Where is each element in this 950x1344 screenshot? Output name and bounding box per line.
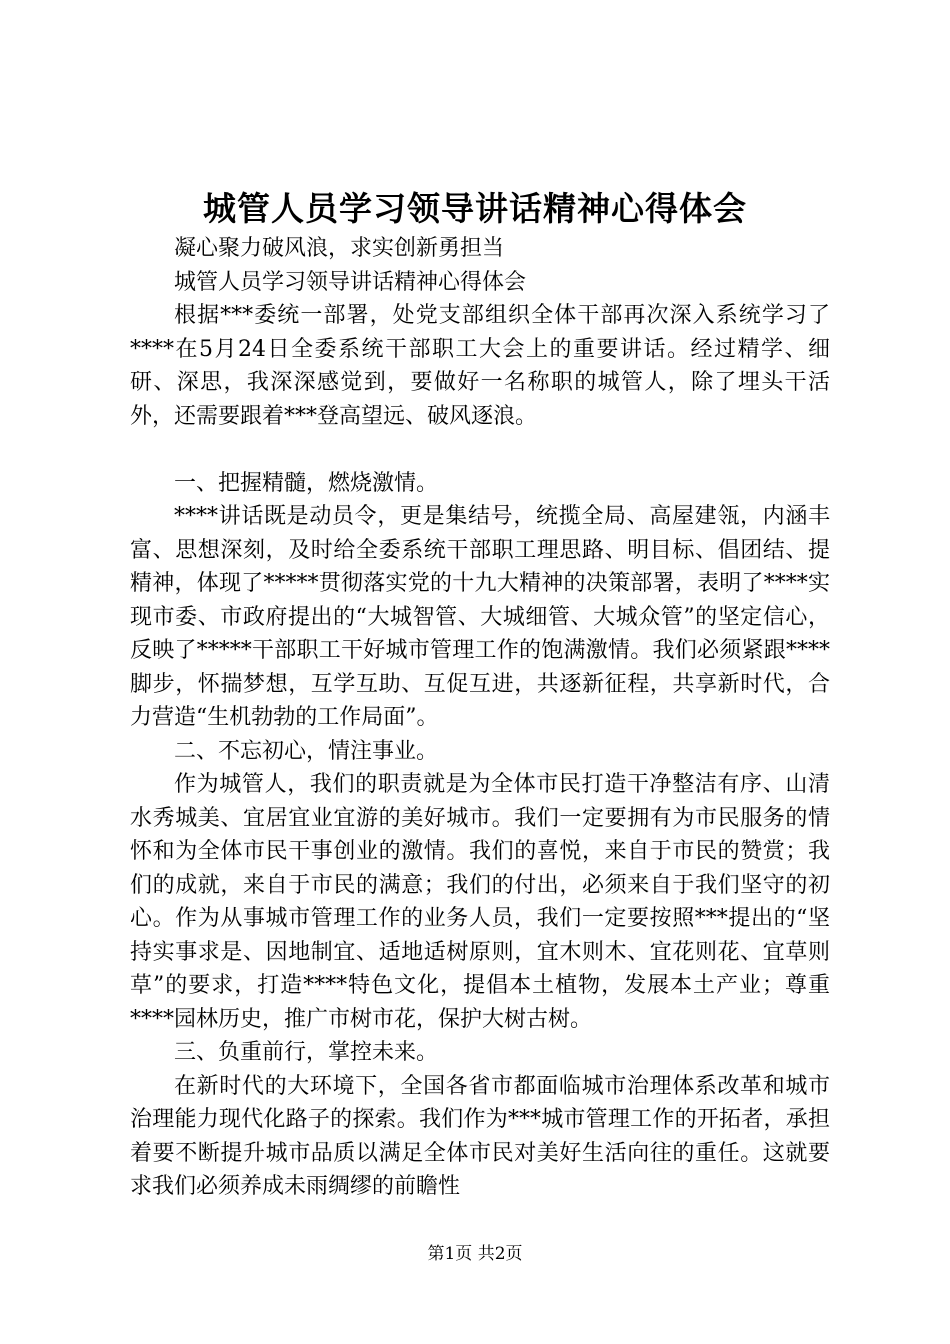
section-heading-3: 三、负重前行，掌控未来。 [174,1040,439,1065]
intro-paragraph: 根据***委统一部署，处党支部组织全体干部再次深入系统学习了****在5月24日全委系统干部职工大会上的重要讲话。经过精学、细研、深思，我深深感觉到，要做好一名称职的城管人，除了埋头干活外，还需要跟着***登高望远、破风逐浪。 [130,303,830,429]
heading-paragraph: 城管人员学习领导讲话精神心得体会 [174,269,527,295]
section-heading-1: 一、把握精髓，燃烧激情。 [174,470,439,496]
page-footer: 第1页 共2页 [427,1244,523,1264]
subtitle-paragraph: 凝心聚力破风浪，求实创新勇担当 [174,236,505,261]
section-heading-2: 二、不忘初心，情注事业。 [174,738,439,764]
section-paragraph-1: ****讲话既是动员令，更是集结号，统揽全局、高屋建瓴，内涵丰富、思想深刻，及时给全委系统干部职工理思路、明目标、倡团结、提精神，体现了*****贯彻落实党的十九大精神的决策部署，表明了****实现市委、市政府提出的“大城智管、大城细管、大城众管”的坚定信心，反映了*****干部职工干好城市管理工作的饱满激情。我们必须紧跟****脚步，怀揣梦想，互学互助、互促互进，共逐新征程，共享新时代，合力营造“生机勃勃的工作局面”。 [130,504,830,730]
section-paragraph-2: 作为城管人，我们的职责就是为全体市民打造干净整洁有序、山清水秀城美、宜居宜业宜游的美好城市。我们一定要拥有为市民服务的情怀和为全体市民干事创业的激情。我们的喜悦，来自于市民的赞赏；我们的成就，来自于市民的满意；我们的付出，必须来自于我们坚守的初心。作为从事城市管理工作的业务人员，我们一定要按照***提出的“坚持实事求是、因地制宜、适地适树原则，宜木则木、宜花则花、宜草则草”的要求，打造****特色文化，提倡本土植物，发展本土产业；尊重****园林历史，推广市树市花，保护大树古树。 [130,772,830,1032]
section-paragraph-3: 在新时代的大环境下，全国各省市都面临城市治理体系改革和城市治理能力现代化路子的探索。我们作为***城市管理工作的开拓者，承担着要不断提升城市品质以满足全体市民对美好生活向往的重任。这就要求我们必须养成未雨绸缪的前瞻性 [130,1073,830,1199]
document-body [130,232,830,1204]
document-title: 城管人员学习领导讲话精神心得体会 [203,189,747,228]
